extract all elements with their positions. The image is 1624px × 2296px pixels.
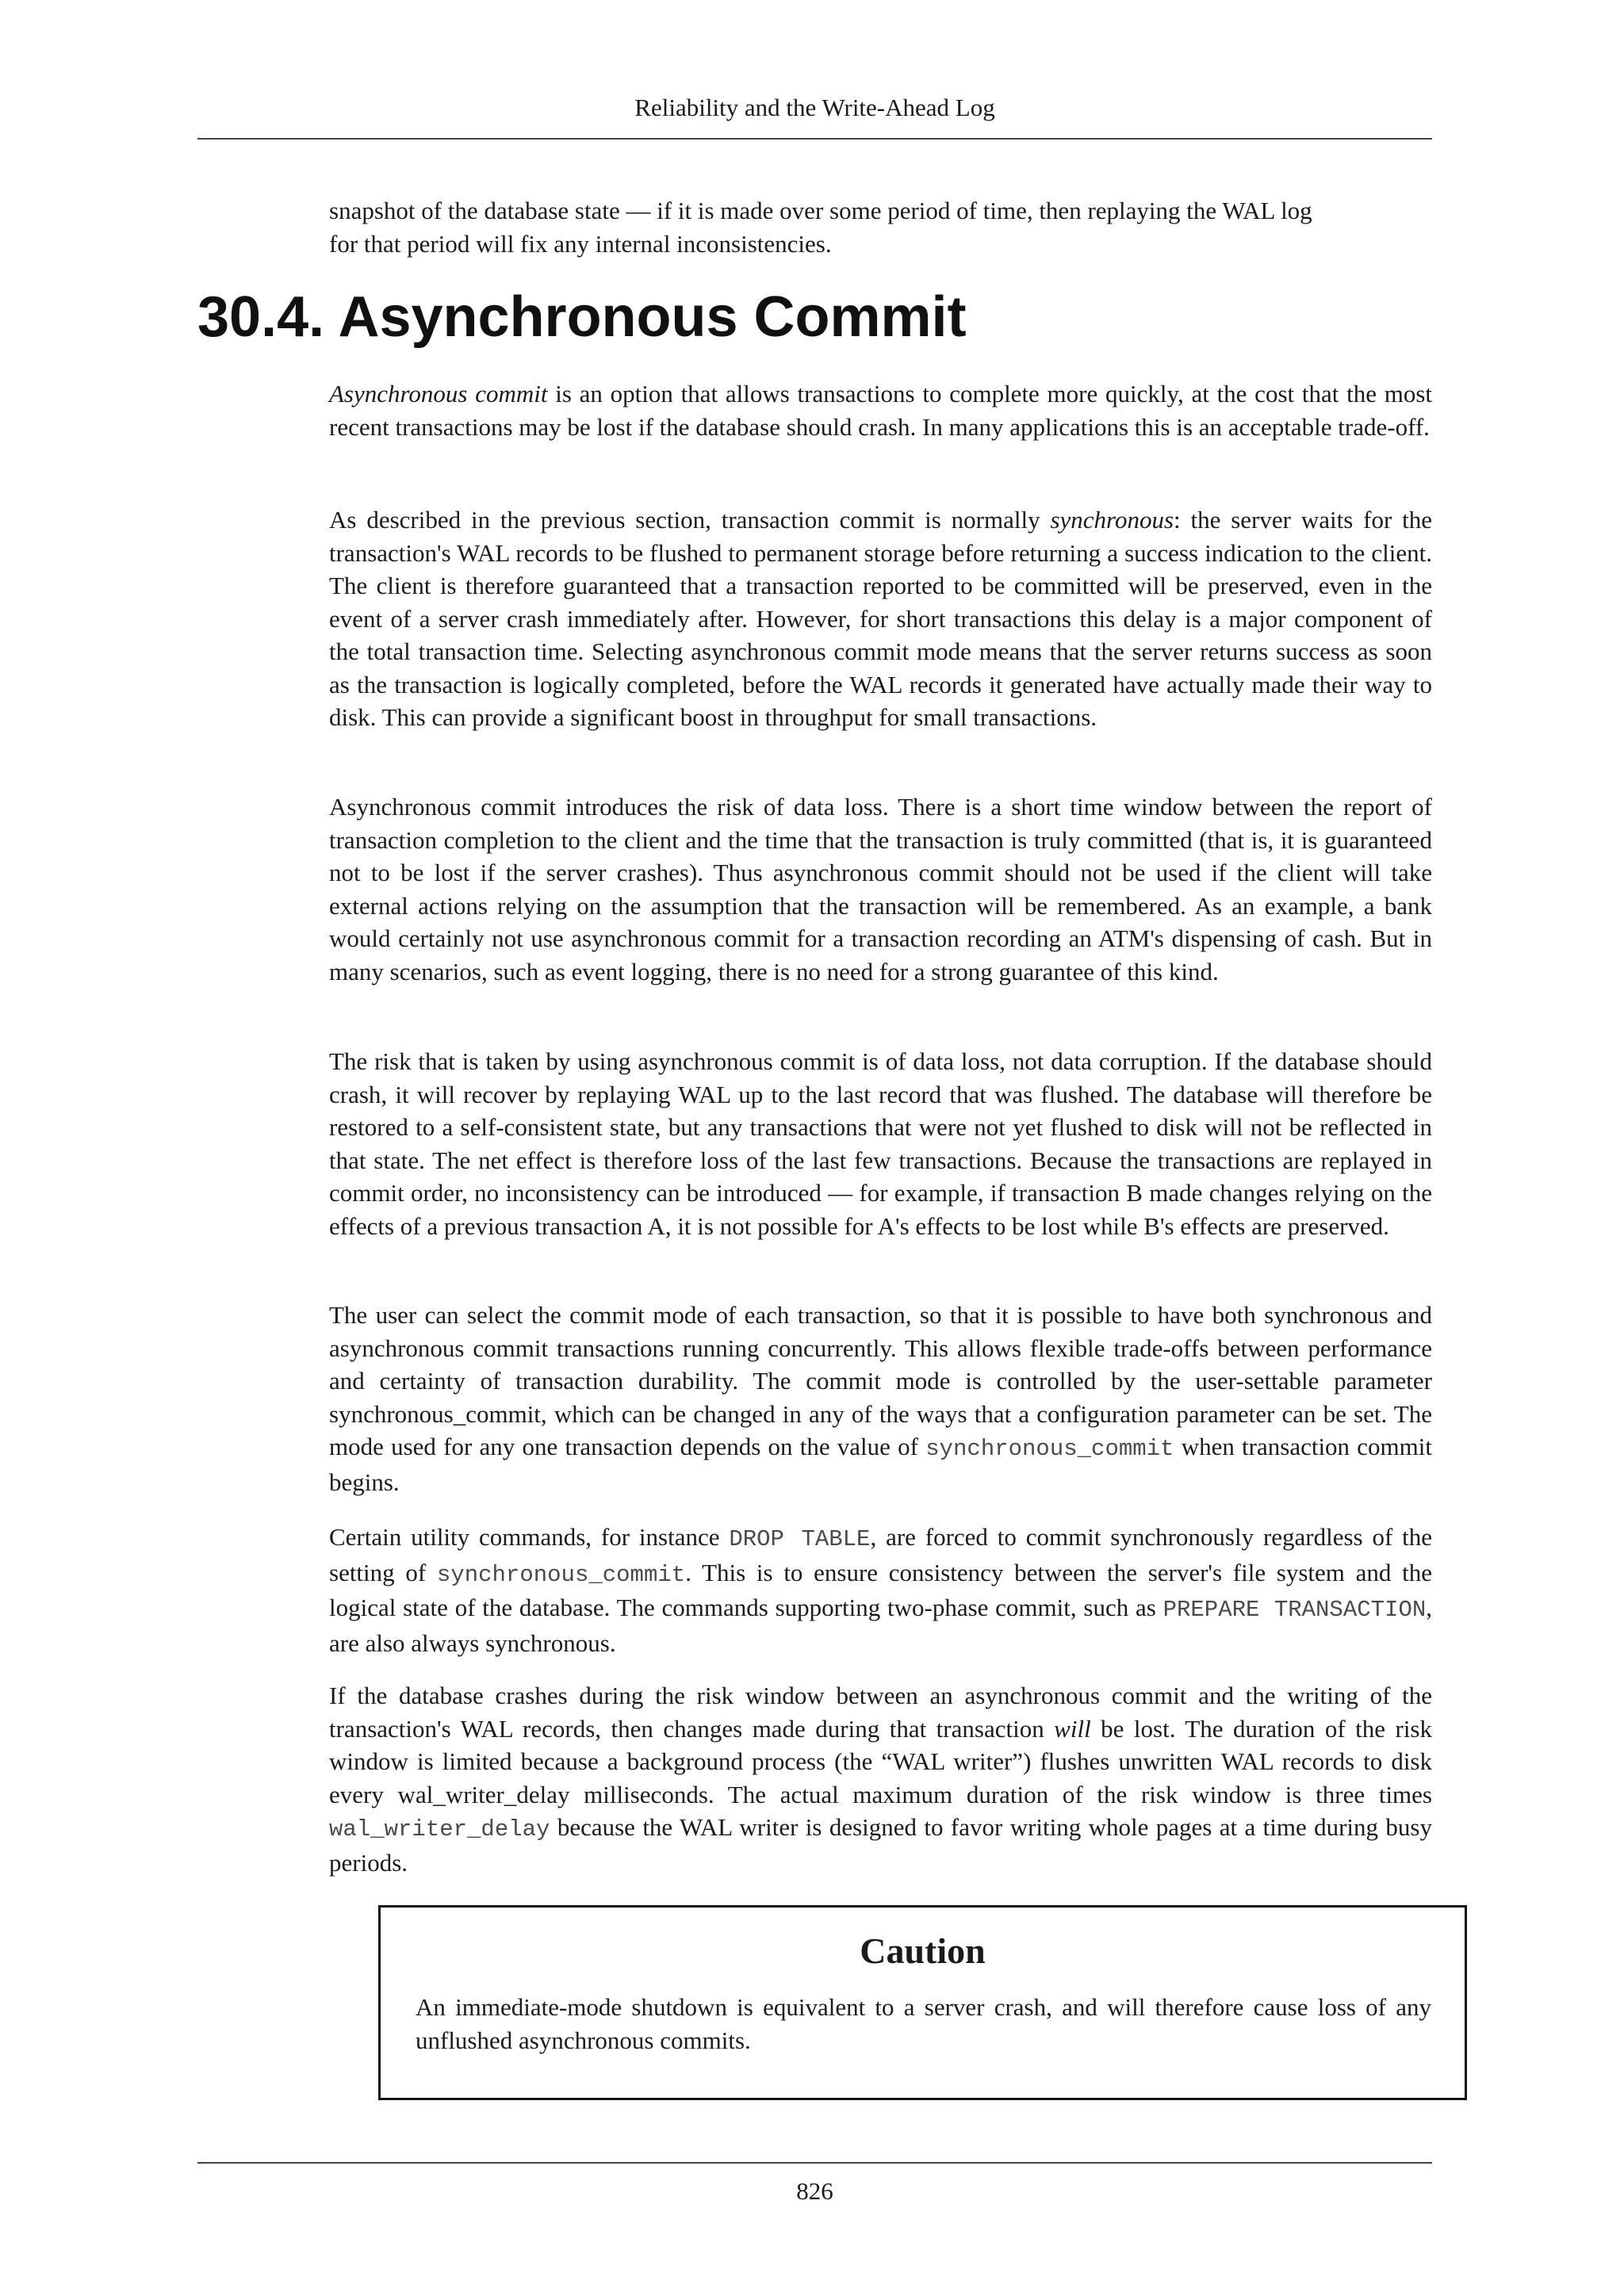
paragraph-5 — [329, 1299, 1432, 1498]
paragraph-7-text-b: be lost. The duration of the risk window is limited because a background process (the “WAL writer”) flushes unwritten WAL records to disk every wal_writer_delay milliseconds. The actual maximum duration of the risk window is three times — [329, 1714, 1432, 1808]
code-synchronous-commit-setting: synchronous_commit — [436, 1561, 686, 1588]
paragraph-3 — [329, 790, 1432, 988]
running-header-title: Reliability and the Write-Ahead Log — [634, 94, 995, 121]
intro-paragraph — [329, 194, 1432, 260]
term-will: will — [1054, 1714, 1091, 1743]
paragraph-3-text: Asynchronous commit introduces the risk of data loss. There is a short time window between the report of transaction completion to the client and the time that the transaction is truly committed (that is, it is guaranteed not to be lost if the server crashes). Thus asynchronous commit should not be used if the client will take external actions relying on the assumption that the transaction will be remembered. As an example, a bank would certainly not use asynchronous commit for a transaction recording an ATM's dispensing of cash. But in many scenarios, such as event logging, there is no need for a strong guarantee of this kind. — [329, 793, 1432, 985]
paragraph-4-text: The risk that is taken by using asynchronous commit is of data loss, not data corruption. If the database should crash, it will recover by replaying WAL up to the last record that was flushed. The database will therefore be restored to a self-consistent state, but any transactions that were not yet flushed to disk will not be reflected in that state. The net effect is therefore loss of the last few transactions. Because the transactions are replayed in commit order, no inconsistency can be introduced — for example, if transaction B made changes relying on the effects of a previous transaction A, it is not possible for A's effects to be lost while B's effects are preserved. — [329, 1047, 1432, 1240]
paragraph-6-text-d: , are also always synchronous. — [329, 1594, 1432, 1657]
intro-line-1: snapshot of the database state — if it is made over some period of time, then replaying the WAL log — [329, 197, 1312, 224]
term-asynchronous-commit: Asynchronous commit — [329, 380, 548, 408]
paragraph-7 — [329, 1679, 1432, 1879]
paragraph-7-text-a: If the database crashes during the risk window between an asynchronous commit and the writing of the transaction's WAL records, then changes made during that transaction — [329, 1682, 1432, 1743]
paragraph-6-text-c: . This is to ensure consistency between the server's file system and the logical state of the database. The commands supporting two-phase commit, such as — [329, 1558, 1432, 1621]
paragraph-7-text-c: because the WAL writer is designed to favor writing whole pages at a time during busy periods. — [329, 1813, 1432, 1877]
paragraph-2 — [329, 503, 1432, 734]
page-footer — [197, 2162, 1432, 2205]
paragraph-6-text-b: , are forced to commit synchronously regardless of the setting of — [329, 1523, 1433, 1586]
paragraph-2-text-a: As described in the previous section, transaction commit is normally — [329, 506, 1051, 534]
code-prepare-transaction: PREPARE TRANSACTION — [1162, 1597, 1427, 1623]
intro-line-2: for that period will fix any internal inconsistencies. — [329, 229, 832, 258]
code-synchronous-commit: synchronous_commit — [925, 1436, 1174, 1462]
paragraph-1 — [329, 377, 1432, 443]
page-header — [197, 92, 1432, 140]
code-wal-writer-delay: wal_writer_delay — [329, 1816, 550, 1843]
paragraph-1-text: is an option that allows transactions to complete more quickly, at the cost that the most recent transactions may be lost if the database should crash. In many applications this is an acceptable trade-off. — [329, 380, 1432, 441]
page-number: 826 — [796, 2177, 833, 2205]
paragraph-5-text-a: The user can select the commit mode of each transaction, so that it is possible to have both synchronous and asynchronous commit transactions running concurrently. This allows flexible trade-offs between performance and certainty of transaction durability. The commit mode is controlled by the user-settable parameter synchronous_commit, which can be changed in any of the ways that a configuration parameter can be set. The mode used for any one transaction depends on the value of — [329, 1301, 1432, 1460]
section-heading: 30.4. Asynchronous Commit — [197, 285, 967, 349]
paragraph-4 — [329, 1045, 1432, 1242]
term-synchronous: synchronous — [1050, 506, 1174, 534]
paragraph-5-text-b: when transaction commit begins. — [329, 1433, 1432, 1496]
caution-title: Caution — [860, 1931, 986, 1971]
caution-box — [378, 1905, 1467, 2100]
paragraph-6-text-a: Certain utility commands, for instance — [329, 1523, 730, 1551]
paragraph-6 — [329, 1521, 1432, 1659]
code-drop-table: DROP TABLE — [729, 1526, 871, 1552]
caution-text: An immediate-mode shutdown is equivalent to a server crash, and will therefore cause loss of any unflushed asynchronous commits. — [416, 1993, 1431, 2054]
paragraph-2-text-b: : the server waits for the transaction's WAL records to be flushed to permanent storage before returning a success indication to the client. The client is therefore guaranteed that a transaction reported to be committed will be preserved, even in the event of a server crash immediately after. However, for short transactions this delay is a major component of the total transaction time. Selecting asynchronous commit mode means that the server returns success as soon as the transaction is logically completed, before the WAL records it generated have actually made their way to disk. This can provide a significant boost in throughput for small transactions. — [329, 506, 1433, 731]
